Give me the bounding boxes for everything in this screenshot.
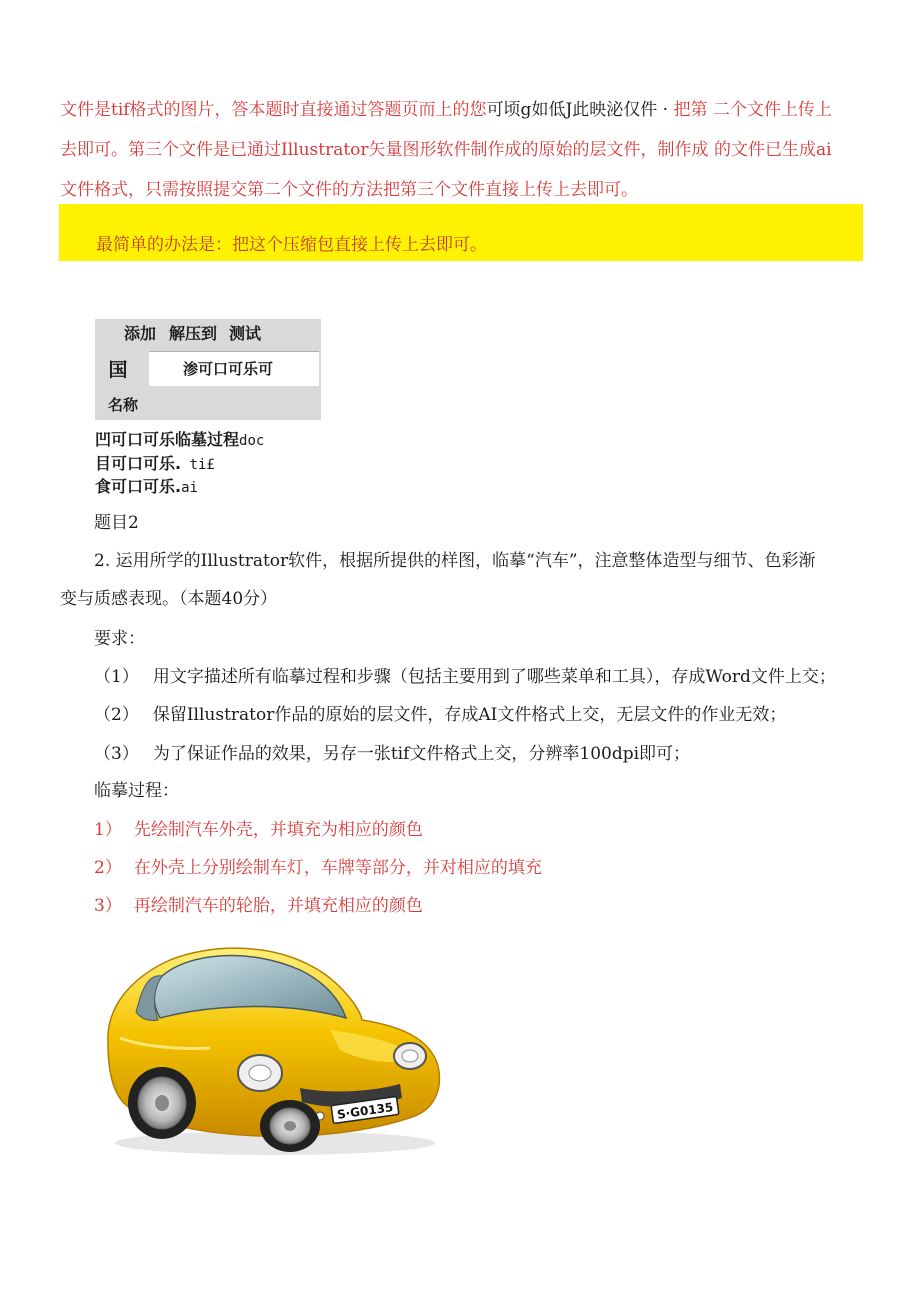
- file-name: 目可口可乐.: [95, 454, 182, 473]
- test-button[interactable]: 测试: [229, 324, 262, 343]
- highlight-banner: [59, 204, 863, 261]
- question-body-1: 2. 运用所学的Illustrator软件，根据所提供的样图，临摹“汽车”，注意整体造型与细节、色彩渐: [94, 551, 816, 571]
- license-plate-text: S·G0135: [336, 1100, 395, 1122]
- file-ext: ti£: [181, 457, 215, 473]
- intro-line-1a: 文件是tif格式的图片，答本题时直接通过答题页而上的您: [60, 100, 487, 120]
- intro-line-3: 文件格式，只需按照提交第二个文件的方法把第三个文件直接上传上去即可。: [60, 180, 638, 200]
- question-body-2: 变与质感表现。（本题40分）: [60, 589, 278, 609]
- process-step-2: [94, 857, 864, 879]
- archive-path-row: [95, 349, 321, 390]
- intro-line-1c: 把第 二个文件上传上: [673, 100, 832, 120]
- archive-path[interactable]: 渗可口可乐可: [149, 351, 319, 386]
- intro-line-1b: 可顷g如低J此映泌仅件 ·: [486, 100, 674, 120]
- intro-line-2: 去即可。第三个文件是已通过Illustrator矢量图形软件制作成的原始的层文件，制作成 的文件已生成ai: [60, 140, 832, 160]
- requirement-num: （3）: [94, 744, 139, 764]
- question-heading: 题目2: [94, 513, 139, 533]
- requirement-text: 用文字描述所有临摹过程和步骤（包括主要用到了哪些菜单和工具），存成Word文件上交；: [152, 667, 836, 687]
- file-name: 食可口可乐.: [95, 477, 182, 496]
- file-name: 凹可口可乐临墓过程: [95, 430, 240, 449]
- file-item-tif[interactable]: [95, 454, 215, 475]
- process-step-1: [94, 819, 864, 841]
- file-ext: doc: [239, 433, 265, 449]
- file-item-doc[interactable]: [95, 430, 264, 451]
- step-text: 在外壳上分别绘制车灯，车牌等部分，并对相应的填充: [133, 858, 542, 878]
- requirement-num: （1）: [94, 667, 139, 687]
- process-label: 临摹过程：: [94, 781, 179, 801]
- step-text: 再绘制汽车的轮胎，并填充相应的颜色: [133, 896, 423, 916]
- requirement-item-1: [94, 666, 864, 688]
- step-num: 3）: [94, 896, 122, 916]
- intro-line-1: [60, 99, 860, 121]
- file-ext: ai: [181, 480, 198, 496]
- file-item-ai[interactable]: [95, 477, 198, 498]
- requirement-text: 保留Illustrator作品的原始的层文件，存成AI文件格式上交，无层文件的作业无效；: [152, 705, 787, 725]
- step-num: 2）: [94, 858, 122, 878]
- requirements-label: 要求：: [94, 629, 145, 649]
- step-text: 先绘制汽车外壳，并填充为相应的颜色: [133, 820, 423, 840]
- process-step-3: [94, 895, 864, 917]
- yellow-car-image: [100, 938, 445, 1158]
- banner-text: 最简单的办法是：把这个压缩包直接上传上去即可。: [96, 235, 487, 255]
- requirement-item-2: [94, 704, 864, 726]
- requirement-num: （2）: [94, 705, 139, 725]
- archive-toolbar: [95, 319, 321, 349]
- add-button[interactable]: 添加: [124, 324, 157, 343]
- step-num: 1）: [94, 820, 122, 840]
- extract-to-button[interactable]: 解压到: [169, 324, 218, 343]
- requirement-item-3: [94, 743, 864, 765]
- folder-up-icon[interactable]: 国: [108, 359, 128, 381]
- requirement-text: 为了保证作品的效果，另存一张tif文件格式上交，分辨率100dpi即可；: [152, 744, 691, 764]
- archive-window: [95, 319, 321, 420]
- column-header-name[interactable]: 名称: [95, 390, 321, 420]
